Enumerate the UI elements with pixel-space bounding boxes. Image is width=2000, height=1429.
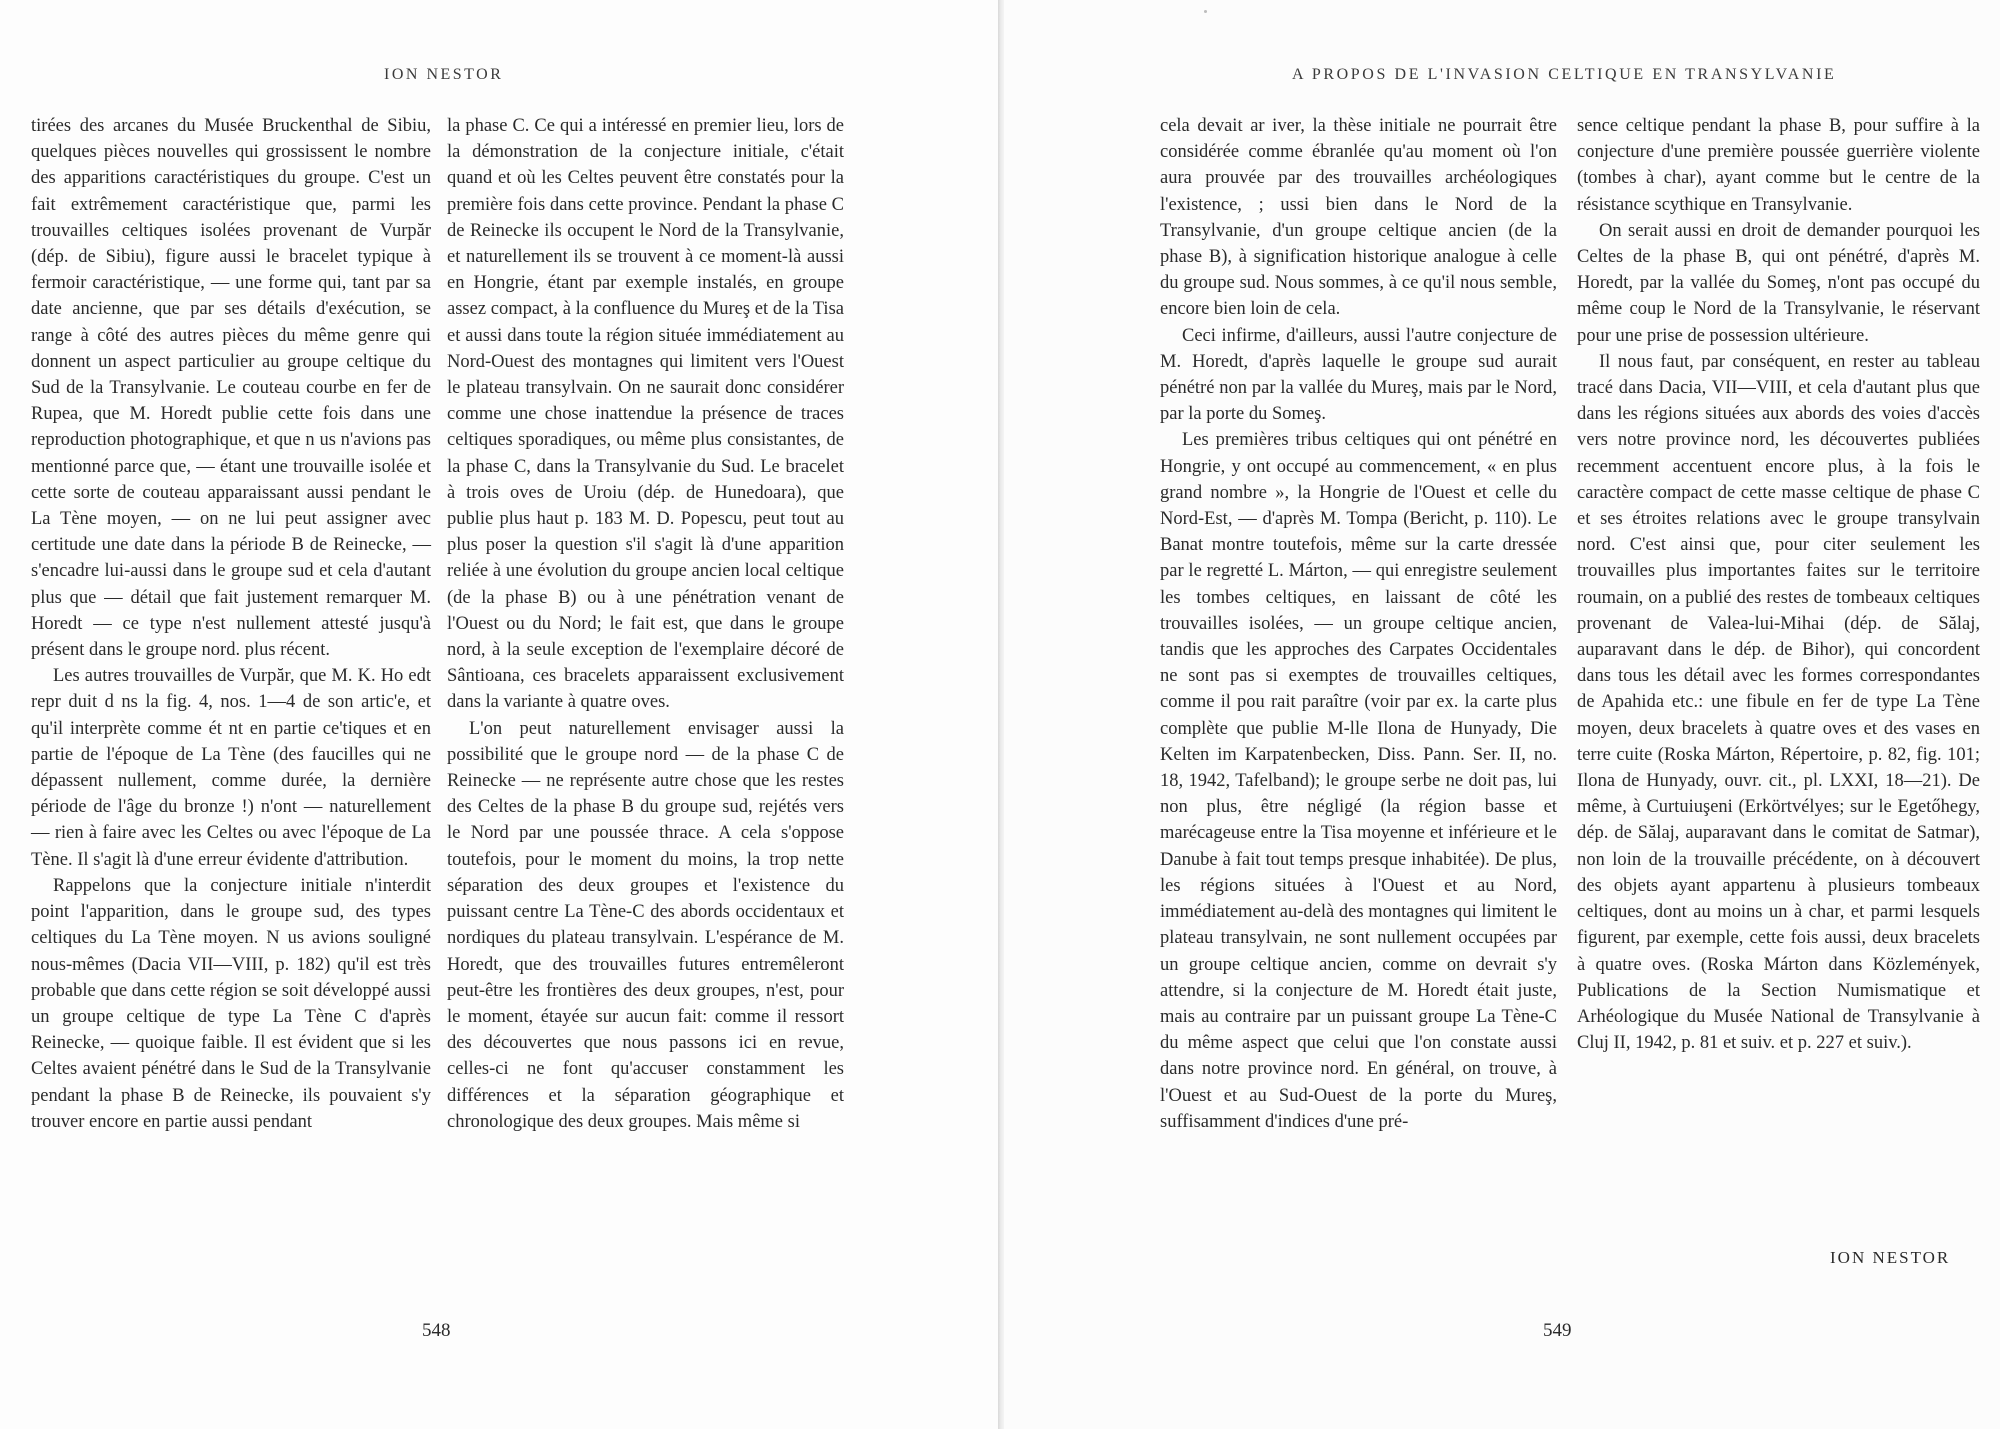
paragraph: sence celtique pendant la phase B, pour suffire à la conjecture d'une première poussée guerrière violente (tombes à char), ayant comme but le centre de la résistance scythique en Transylvanie. — [1577, 116, 1980, 215]
paragraph: Les premières tribus celtiques qui ont pénétré en Hongrie, y ont occupé au commencement, « en plus grand nombre », la Hongrie de l'Ouest et celle du Nord-Est, — d'après M. Tompa (Bericht, p. 110). Le Banat montre toutefois, même sur la carte dressée par le regretté L. Márton, — qui enregistre seulement les tombes celtiques, en laissant de côté les trouvailles isolées, — un groupe celtique ancien, tandis que les approches des Carpates Occidentales ne sont pas si exemptes de trouvailles celtiques, comme il pou rait paraître (voir par ex. la carte plus complète que publie M-lle Ilona de Hunyady, Die Kelten im Karpatenbecken, Diss. Pann. Ser. II, no. 18, 1942, Tafelband); le groupe serbe ne doit pas, lui non plus, être négligé (la région basse et marécageuse entre la Tisa moyenne et inférieure et le Danube à fait tout temps presque inhabitée). De plus, les régions situées à l'Ouest et au Nord, immédiatement au-delà des montagnes qui limitent le plateau transylvain, ne sont nullement occupées par un groupe celtique ancien, comme on devrait s'y attendre, si la conjecture de M. Horedt était juste, mais au contraire par un puissant groupe La Tène-C du même aspect que celui que l'on constate aussi dans notre province nord. En général, on trouve, à l'Ouest et au Sud-Ouest de la porte du Mureş, suffisamment d'indices d'une pré- — [1160, 430, 1557, 1132]
paragraph: On serait aussi en droit de demander pourquoi les Celtes de la phase B, qui ont pénétré, d'après M. Horedt, par la vallée du Someş, n'ont pas occupé du même coup le Nord de la Transylvanie, le réservant pour une prise de possession ultérieure. — [1577, 220, 1980, 346]
left-page — [0, 0, 998, 1429]
page-number-left: 548 — [422, 1320, 451, 1341]
paragraph: Il nous faut, par conséquent, en rester au tableau tracé dans Dacia, VII—VIII, et cela d'autant plus que dans les régions situées aux abords des voies d'accès vers notre province nord, les découvertes publiées recemment accentuent encore plus, à la fois le caractère compact de cette masse celtique de phase C et ses étroites relations avec le groupe transylvain nord. C'est ainsi que, pour citer seulement les trouvailles plus importantes faites sur le territoire roumain, on a publié des restes de tombeaux celtiques provenant de Valea-lui-Mihai (dép. de Sălaj, auparavant dans le dép. de Bihor), qui concordent dans tous les détail avec les formes correspondantes de Apahida etc.: une fibule en fer de type La Tène moyen, deux bracelets à quatre oves et des vases en terre cuite (Roska Márton, Répertoire, p. 82, fig. 101; Ilona de Hunyady, ouvr. cit., pl. LXXI, 18—21). De même, à Curtuiuşeni (Erkörtvélyes; sur le Egetőhegy, dép. de Sălaj, auparavant dans le comitat de Satmar), non loin de la trouvaille précédente, on à découvert des objets ayant appartenu à plusieurs tombeaux celtiques, dont au moins un à char, et parmi lesquels figurent, par exemple, cette fois aussi, deux bracelets à quatre oves. (Roska Márton dans Közlemények, Publications de la Section Numismatique et Arhéologique du Musée National de Transylvanie à Cluj II, 1942, p. 81 et suiv. et p. 227 et suiv.). — [1577, 351, 1980, 1054]
paragraph: L'on peut naturellement envisager aussi la possibilité que le groupe nord — de la phase C de Reinecke — ne représente autre chose que les restes des Celtes de la phase B du groupe sud, rejétés vers le Nord par une poussée thrace. A cela s'oppose toutefois, pour le moment du moins, la trop nette séparation des deux groupes et l'existence du puissant centre La Tène-C des abords occidentaux et nordiques du plateau transylvain. L'espérance de M. Horedt, que des trouvailles futures entremêleront peut-être les frontières des deux groupes, n'est, pour le moment, étayée sur aucun fait: comme il ressort des découvertes que nous passons ici en revue, celles-ci ne font qu'accuser constamment les différences et la séparation géographique et chronologique des deux groupes. Mais même si — [447, 718, 844, 1132]
right-column-1 — [1160, 113, 1557, 1135]
paragraph: Ceci infirme, d'ailleurs, aussi l'autre conjecture de M. Horedt, d'après laquelle le groupe sud aurait pénétré non par la vallée du Mureş, mais par le Nord, par la porte du Someş. — [1160, 325, 1557, 425]
left-column-2 — [447, 113, 844, 1135]
paragraph: Les autres trouvailles de Vurpăr, que M. K. Ho edt repr duit d ns la fig. 4, nos. 1—4 de son artic'e, et qu'il interprète comme ét nt en partie ce'tiques et en partie de l'époque de La Tène (des faucilles qui ne dépassent nullement, comme durée, la dernière période de l'âge du bronze !) n'ont — naturellement — rien à faire avec les Celtes ou avec l'époque de La Tène. Il s'agit là d'une erreur évidente d'attribution. — [31, 666, 431, 870]
running-head-left: ION NESTOR — [384, 66, 504, 83]
paragraph: tirées des arcanes du Musée Bruckenthal de Sibiu, quelques pièces nouvelles qui grossissent le nombre des apparitions caractéristiques du groupe. C'est un fait extrêmement caractéristique que, parmi les trouvailles celtiques isolées provenant de Vurpăr (dép. de Sibiu), figure aussi le bracelet typique à fermoir caractéristique, — une forme qui, tant par sa date ancienne, que par ses détails d'exécution, se range à côté des autres pièces du même genre qui donnent un aspect particulier au groupe celtique du Sud de la Transylvanie. Le couteau courbe en fer de Rupea, que M. Horedt publie cette fois dans une reproduction photographique, et que n us n'avions pas mentionné parce que, — étant une trouvaille isolée et cette sorte de couteau apparaissant aussi pendant le La Tène moyen, — on ne lui peut assigner avec certitude une date dans la période B de Reinecke, — s'encadre lui-aussi dans le groupe sud et cela d'autant plus que — détail que fait justement remarquer M. Horedt — ce type n'est nullement attesté jusqu'à présent dans le groupe nord. plus récent. — [31, 116, 431, 661]
paragraph: cela devait ar iver, la thèse initiale ne pourrait être considérée comme ébranlée qu'au moment où l'on aura prouvée par des trouvailles archéologiques l'existence, ; ussi bien dans le Nord de la Transylvanie, d'un groupe celtique ancien (de la phase B), à signification historique analogue à celle du groupe sud. Nous sommes, à ce qu'il nous semble, encore bien loin de cela. — [1160, 116, 1557, 320]
left-column-1 — [31, 113, 431, 1135]
author-signature: ION NESTOR — [1830, 1248, 1951, 1267]
paragraph: Rappelons que la conjecture initiale n'interdit point l'apparition, dans le groupe sud, des types celtiques du La Tène moyen. N us avions souligné nous-mêmes (Dacia VII—VIII, p. 182) qu'il est très probable que dans cette région se soit développé aussi un groupe celtique de type La Tène C d'après Reinecke, — quoique faible. Il est évident que si les Celtes avaient pénétré dans le Sud de la Transylvanie pendant la phase B de Reinecke, ils pouvaient s'y trouver encore en partie aussi pendant — [31, 875, 431, 1132]
running-head-right: A PROPOS DE L'INVASION CELTIQUE EN TRANSYLVANIE — [1292, 66, 1837, 83]
scan-speck — [1204, 10, 1207, 13]
page-number-right: 549 — [1543, 1320, 1572, 1341]
right-page — [1004, 0, 2000, 1429]
right-column-2 — [1577, 113, 1980, 1056]
paragraph: la phase C. Ce qui a intéressé en premier lieu, lors de la démonstration de la conjecture initiale, c'était quand et où les Celtes peuvent être constatés pour la première fois dans cette province. Pendant la phase C de Reinecke ils occupent le Nord de la Transylvanie, et naturellement ils se trouvent à ce moment-là aussi en Hongrie, étant par exemple instalés, en groupe assez compact, à la confluence du Mureş et de la Tisa et aussi dans toute la région située immédiatement au Nord-Ouest des montagnes qui limitent vers l'Ouest le plateau transylvain. On ne saurait donc considérer comme une chose inattendue la présence de traces celtiques sporadiques, ou même plus consistantes, de la phase C, dans la Transylvanie du Sud. Le bracelet à trois oves de Uroiu (dép. de Hunedoara), que publie plus haut p. 183 M. D. Popescu, peut tout au plus poser la question s'il s'agit là d'une apparition reliée à une évolution du groupe ancien local celtique (de la phase B) ou à une pénétration venant de l'Ouest ou du Nord; le fait est, que dans le groupe nord, à la seule exception de l'exemplaire décoré de Sântioana, ces bracelets apparaissent exclusivement dans la variante à quatre oves. — [447, 116, 844, 713]
